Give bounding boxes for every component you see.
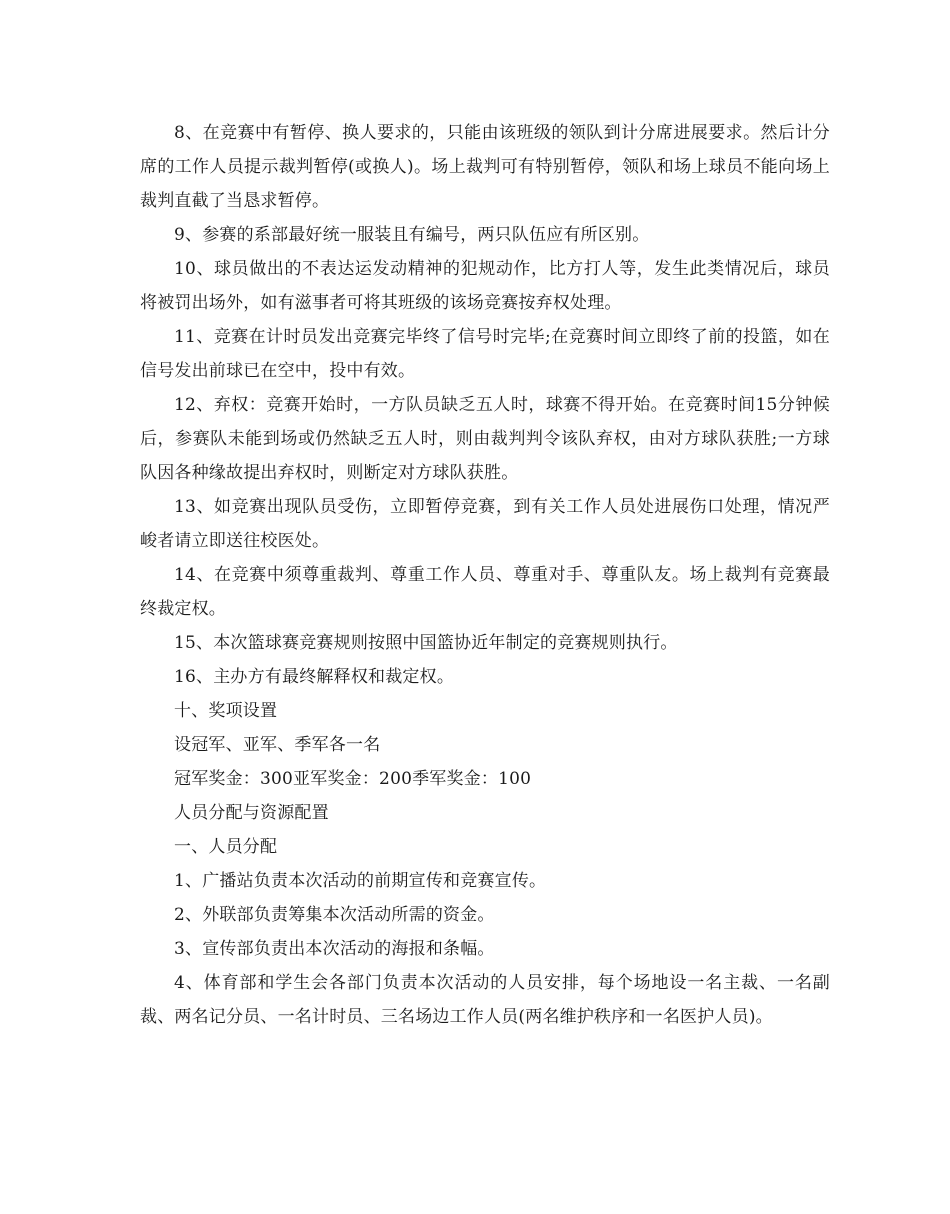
- paragraph-rule-8: 8、在竞赛中有暂停、换人要求的，只能由该班级的领队到计分席进展要求。然后计分席的工作人员提示裁判暂停(或换人)。场上裁判可有特别暂停，领队和场上球员不能向场上裁判直截了当恳求暂停。: [140, 123, 830, 211]
- paragraph-rule-15: 15、本次篮球赛竞赛规则按照中国篮协近年制定的竞赛规则执行。: [174, 633, 678, 653]
- paragraph-rule-14: 14、在竞赛中须尊重裁判、尊重工作人员、尊重对手、尊重队友。场上裁判有竞赛最终裁定权。: [140, 565, 830, 619]
- paragraph-rule-11: 11、竞赛在计时员发出竞赛完毕终了信号时完毕;在竞赛时间立即终了前的投篮，如在信号发出前球已在空中，投中有效。: [140, 327, 830, 381]
- subheading-personnel: 一、人员分配: [174, 837, 278, 857]
- paragraph-rule-16: 16、主办方有最终解释权和裁定权。: [174, 667, 455, 687]
- paragraph-rule-13: 13、如竞赛出现队员受伤，立即暂停竞赛，到有关工作人员处进展伤口处理，情况严峻者请立即送往校医处。: [140, 497, 830, 551]
- section-heading-awards: 十、奖项设置: [174, 701, 278, 721]
- paragraph-duty-4: 4、体育部和学生会各部门负责本次活动的人员安排，每个场地设一名主裁、一名副裁、两名记分员、一名计时员、三名场边工作人员(两名维护秩序和一名医护人员)。: [140, 973, 830, 1027]
- paragraph-awards-list: 设冠军、亚军、季军各一名: [174, 735, 381, 755]
- paragraph-rule-9: 9、参赛的系部最好统一服装且有编号，两只队伍应有所区别。: [174, 225, 650, 245]
- paragraph-rule-10: 10、球员做出的不表达运发动精神的犯规动作，比方打人等，发生此类情况后，球员将被罚出场外，如有滋事者可将其班级的该场竞赛按弃权处理。: [140, 259, 830, 313]
- paragraph-prize-money: 冠军奖金：300亚军奖金：200季军奖金：100: [174, 769, 532, 789]
- section-heading-staffing: 人员分配与资源配置: [174, 803, 329, 823]
- paragraph-duty-2: 2、外联部负责筹集本次活动所需的资金。: [174, 905, 495, 925]
- document-body: [140, 116, 830, 1034]
- paragraph-rule-12: 12、弃权：竞赛开始时，一方队员缺乏五人时，球赛不得开始。在竞赛时间15分钟候后，参赛队未能到场或仍然缺乏五人时，则由裁判判令该队弃权，由对方球队获胜;一方球队因各种缘故提出弃权时，则断定对方球队获胜。: [140, 395, 830, 483]
- paragraph-duty-3: 3、宣传部负责出本次活动的海报和条幅。: [174, 939, 495, 959]
- paragraph-duty-1: 1、广播站负责本次活动的前期宣传和竞赛宣传。: [174, 871, 547, 891]
